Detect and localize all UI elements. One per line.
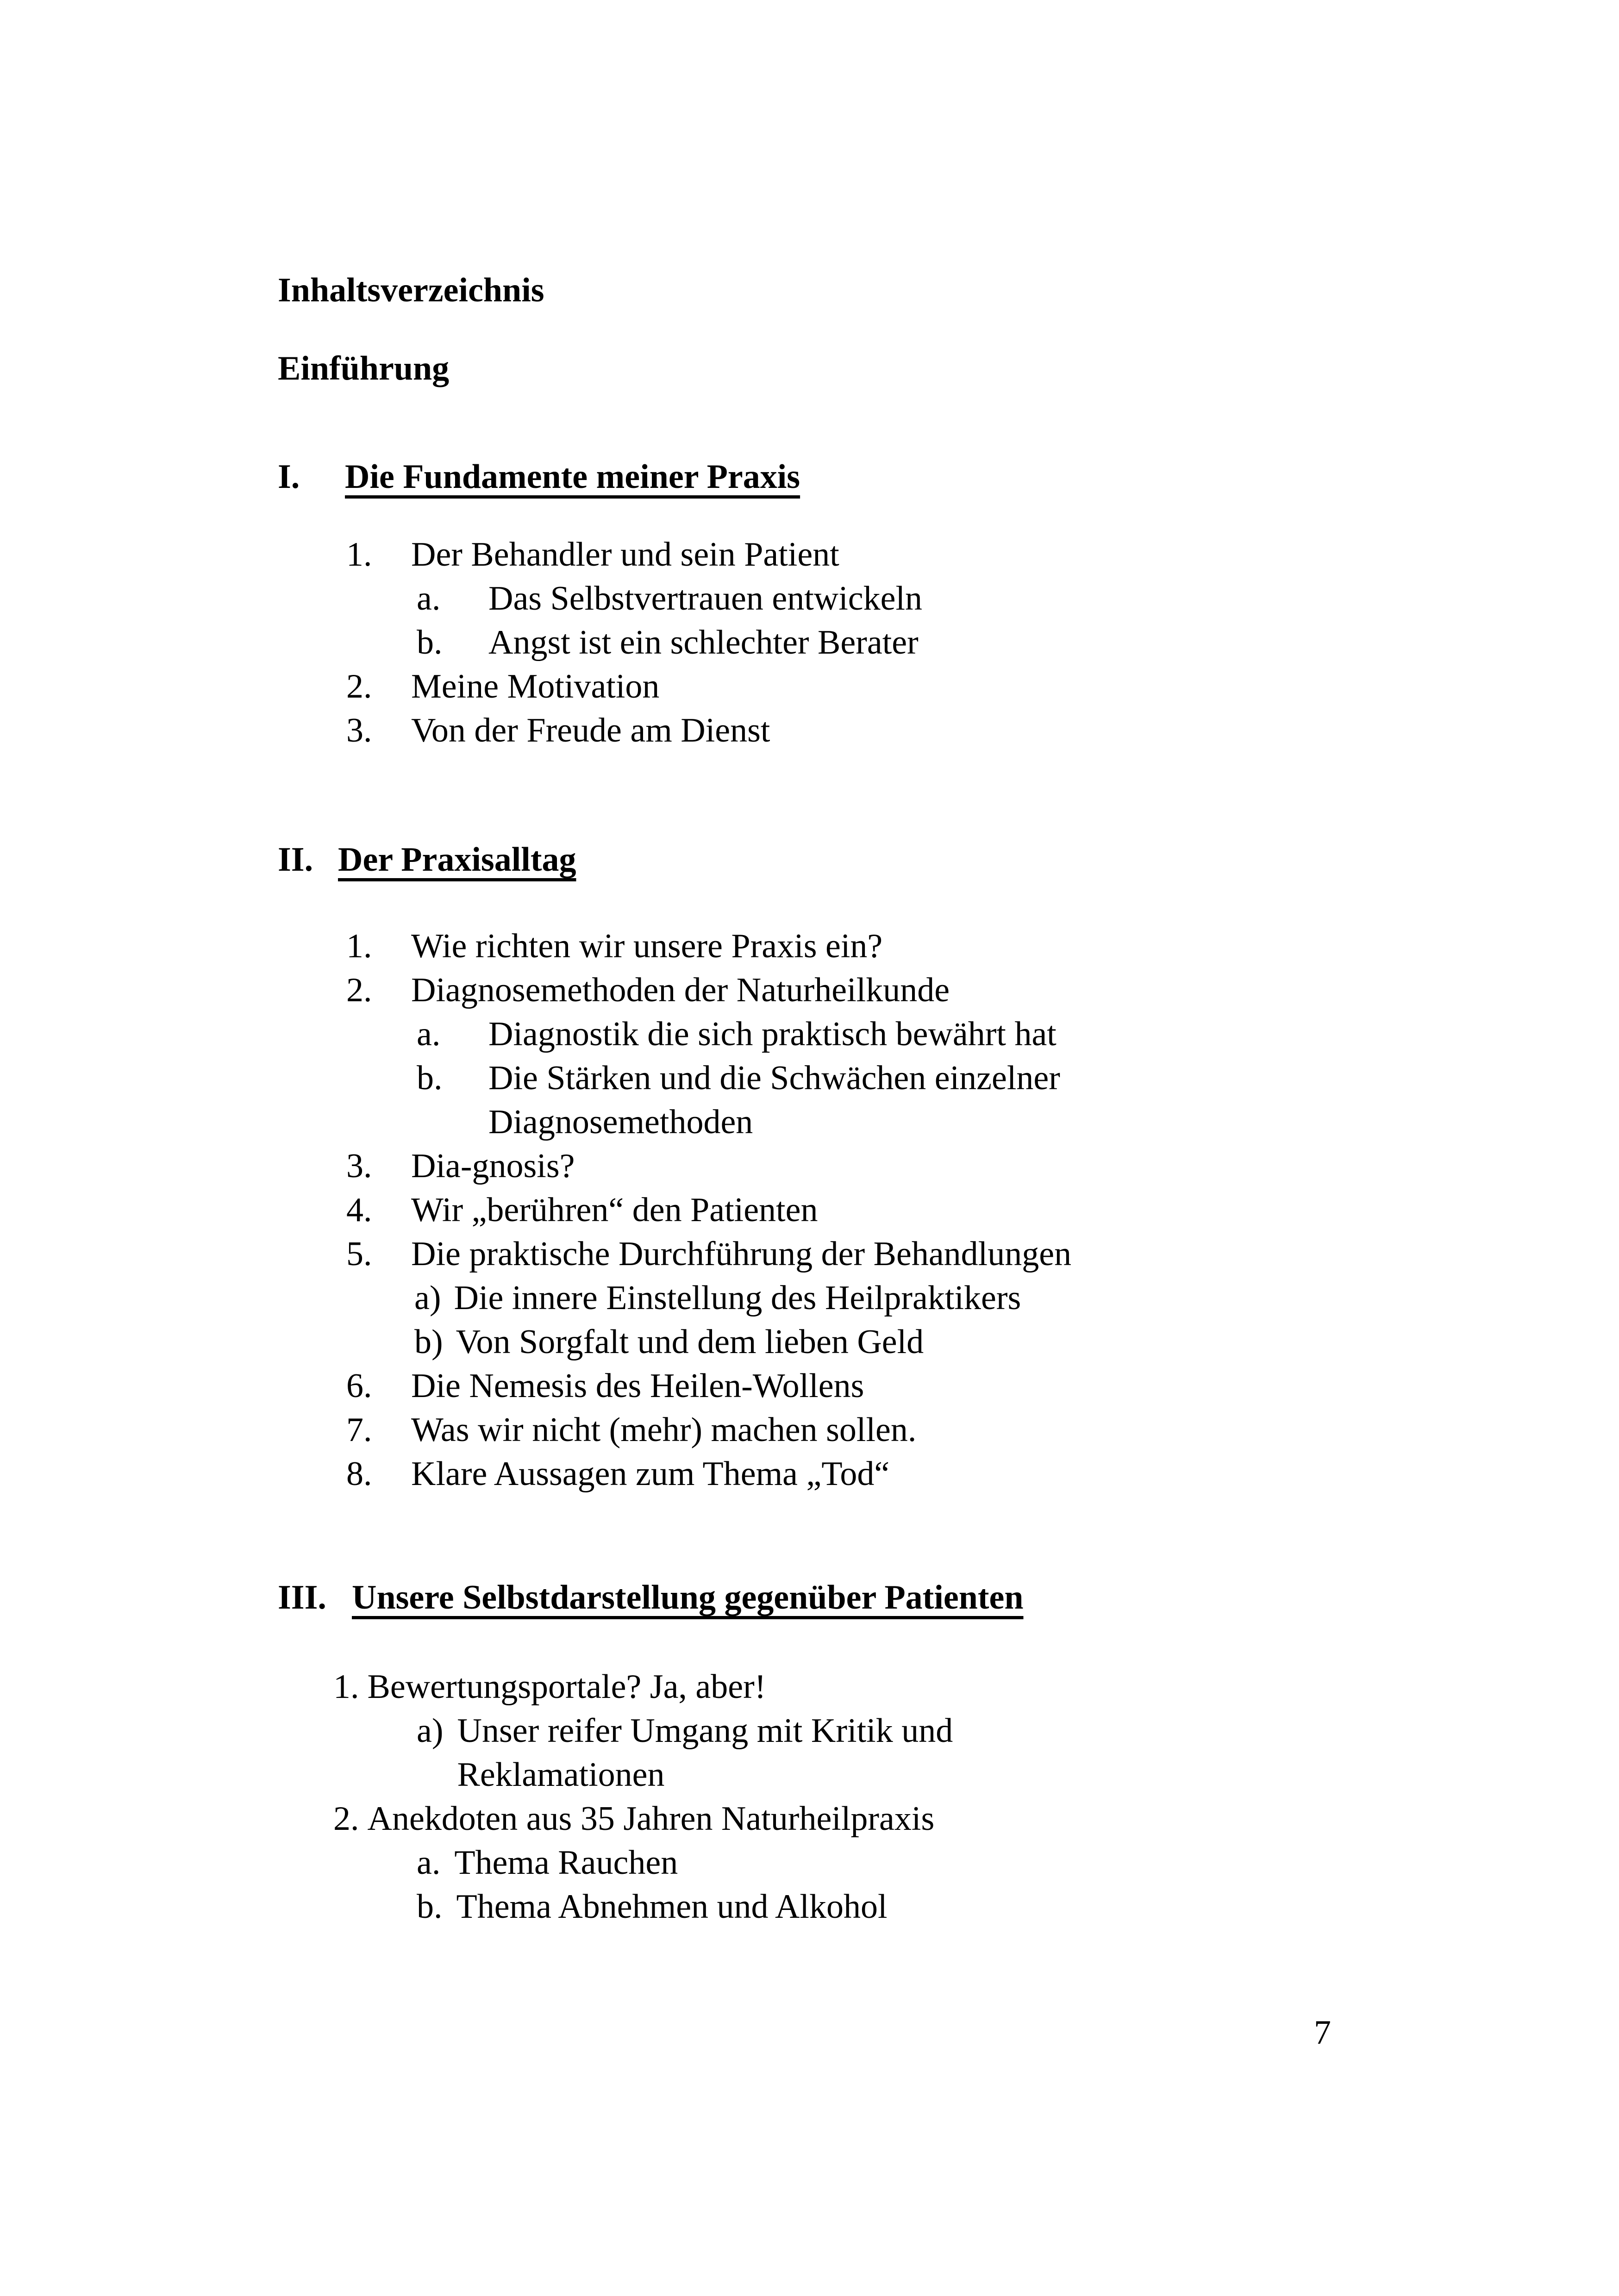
page-number: 7 bbox=[1314, 2014, 1331, 2052]
toc-item bbox=[278, 1364, 1480, 1408]
item-marker: 3. bbox=[346, 1147, 372, 1185]
item-marker: 2. bbox=[346, 668, 372, 705]
toc-item bbox=[278, 1232, 1480, 1276]
section-heading bbox=[278, 455, 1480, 499]
item-line: Meine Motivation bbox=[411, 668, 660, 705]
item-text bbox=[411, 1188, 818, 1232]
toc-item bbox=[278, 1841, 1480, 1885]
section-selbstdarstellung bbox=[278, 1576, 1480, 1929]
toc-item bbox=[278, 1012, 1480, 1056]
item-line: Die Nemesis des Heilen-Wollens bbox=[411, 1367, 864, 1405]
item-line: Das Selbstvertrauen entwickeln bbox=[488, 580, 923, 618]
item-text bbox=[411, 968, 950, 1012]
toc-item bbox=[278, 1452, 1480, 1496]
section-title: Unsere Selbstdarstellung gegenüber Patienten bbox=[352, 1578, 1024, 1616]
section-numeral: II. bbox=[278, 841, 313, 879]
item-line: Diagnosemethoden bbox=[488, 1103, 753, 1141]
toc-item bbox=[278, 709, 1480, 753]
item-marker: a. bbox=[417, 1015, 441, 1053]
item-text bbox=[411, 1364, 864, 1408]
item-text bbox=[368, 1797, 935, 1841]
item-line: Bewertungsportale? Ja, aber! bbox=[367, 1668, 766, 1706]
item-line: Die Stärken und die Schwächen einzelner bbox=[488, 1059, 1060, 1097]
section-heading bbox=[278, 838, 1480, 882]
section-items bbox=[278, 1665, 1480, 1929]
item-line: Der Behandler und sein Patient bbox=[411, 536, 839, 574]
item-text bbox=[456, 1885, 888, 1929]
item-text bbox=[454, 1841, 678, 1885]
item-marker: 2. bbox=[333, 1800, 359, 1838]
item-line: Unser reifer Umgang mit Kritik und bbox=[457, 1712, 953, 1750]
item-marker: 5. bbox=[346, 1235, 372, 1273]
item-text bbox=[488, 621, 919, 665]
item-line: Diagnostik die sich praktisch bewährt hat bbox=[488, 1015, 1056, 1053]
toc-item bbox=[278, 1885, 1480, 1929]
item-line: Klare Aussagen zum Thema „Tod“ bbox=[411, 1455, 890, 1493]
item-line: Diagnosemethoden der Naturheilkunde bbox=[411, 971, 950, 1009]
section-numeral: III. bbox=[278, 1578, 326, 1616]
toc-item bbox=[278, 665, 1480, 709]
item-text bbox=[411, 924, 882, 968]
intro-heading: Einführung bbox=[278, 349, 450, 387]
item-text bbox=[454, 1276, 1021, 1320]
item-text bbox=[411, 709, 770, 753]
item-marker: a) bbox=[417, 1712, 444, 1750]
section-fundamente bbox=[278, 455, 1480, 753]
item-marker: 3. bbox=[346, 711, 372, 749]
toc-item bbox=[278, 1320, 1480, 1364]
toc-item bbox=[278, 1665, 1480, 1709]
item-line: Thema Rauchen bbox=[454, 1844, 678, 1882]
item-line: Wir „berühren“ den Patienten bbox=[411, 1191, 818, 1229]
item-text bbox=[488, 1056, 1060, 1144]
section-items bbox=[278, 533, 1480, 753]
section-items bbox=[278, 924, 1480, 1496]
item-line: Was wir nicht (mehr) machen sollen. bbox=[411, 1411, 917, 1449]
toc-item bbox=[278, 968, 1480, 1012]
item-marker: 2. bbox=[346, 971, 372, 1009]
section-numeral: I. bbox=[278, 458, 300, 496]
item-text bbox=[457, 1709, 953, 1797]
section-title: Die Fundamente meiner Praxis bbox=[345, 458, 800, 496]
item-marker: b) bbox=[414, 1323, 443, 1361]
item-text bbox=[411, 533, 839, 577]
item-text bbox=[411, 1232, 1071, 1276]
item-marker: 6. bbox=[346, 1367, 372, 1405]
item-line: Von der Freude am Dienst bbox=[411, 711, 770, 749]
toc-item bbox=[278, 1188, 1480, 1232]
item-text bbox=[411, 1144, 575, 1188]
item-line: Die innere Einstellung des Heilpraktikers bbox=[454, 1279, 1021, 1317]
item-marker: 1. bbox=[333, 1668, 359, 1706]
item-marker: a) bbox=[414, 1279, 441, 1317]
item-marker: a. bbox=[417, 580, 441, 618]
toc-item bbox=[278, 533, 1480, 577]
toc-item bbox=[278, 577, 1480, 621]
item-text bbox=[411, 665, 659, 709]
item-text bbox=[368, 1665, 766, 1709]
item-marker: b. bbox=[417, 1059, 443, 1097]
toc-item bbox=[278, 1276, 1480, 1320]
item-marker: 1. bbox=[346, 536, 372, 574]
item-line: Von Sorgfalt und dem lieben Geld bbox=[456, 1323, 924, 1361]
item-marker: 1. bbox=[346, 927, 372, 965]
item-text bbox=[456, 1320, 924, 1364]
item-marker: 7. bbox=[346, 1411, 372, 1449]
item-text bbox=[488, 1012, 1056, 1056]
item-text bbox=[411, 1452, 889, 1496]
item-marker: b. bbox=[417, 624, 443, 661]
item-line: Thema Abnehmen und Alkohol bbox=[456, 1888, 888, 1926]
section-heading bbox=[278, 1576, 1480, 1620]
item-line: Wie richten wir unsere Praxis ein? bbox=[411, 927, 883, 965]
toc-item bbox=[278, 924, 1480, 968]
item-marker: b. bbox=[417, 1888, 443, 1926]
toc-item bbox=[278, 1144, 1480, 1188]
toc-item bbox=[278, 1408, 1480, 1452]
toc-item bbox=[278, 1709, 1480, 1797]
item-line: Angst ist ein schlechter Berater bbox=[488, 624, 919, 661]
toc-item bbox=[278, 1056, 1480, 1144]
item-line: Die praktische Durchführung der Behandlungen bbox=[411, 1235, 1072, 1273]
item-line: Reklamationen bbox=[457, 1756, 665, 1794]
section-praxisalltag bbox=[278, 838, 1480, 1496]
item-marker: 4. bbox=[346, 1191, 372, 1229]
page-title: Inhaltsverzeichnis bbox=[278, 271, 544, 309]
item-line: Anekdoten aus 35 Jahren Naturheilpraxis bbox=[367, 1800, 935, 1838]
item-text bbox=[411, 1408, 916, 1452]
item-line: Dia-gnosis? bbox=[411, 1147, 575, 1185]
toc-item bbox=[278, 1797, 1480, 1841]
section-title: Der Praxisalltag bbox=[338, 841, 576, 879]
item-marker: 8. bbox=[346, 1455, 372, 1493]
toc-item bbox=[278, 621, 1480, 665]
item-text bbox=[488, 577, 922, 621]
item-marker: a. bbox=[417, 1844, 441, 1882]
